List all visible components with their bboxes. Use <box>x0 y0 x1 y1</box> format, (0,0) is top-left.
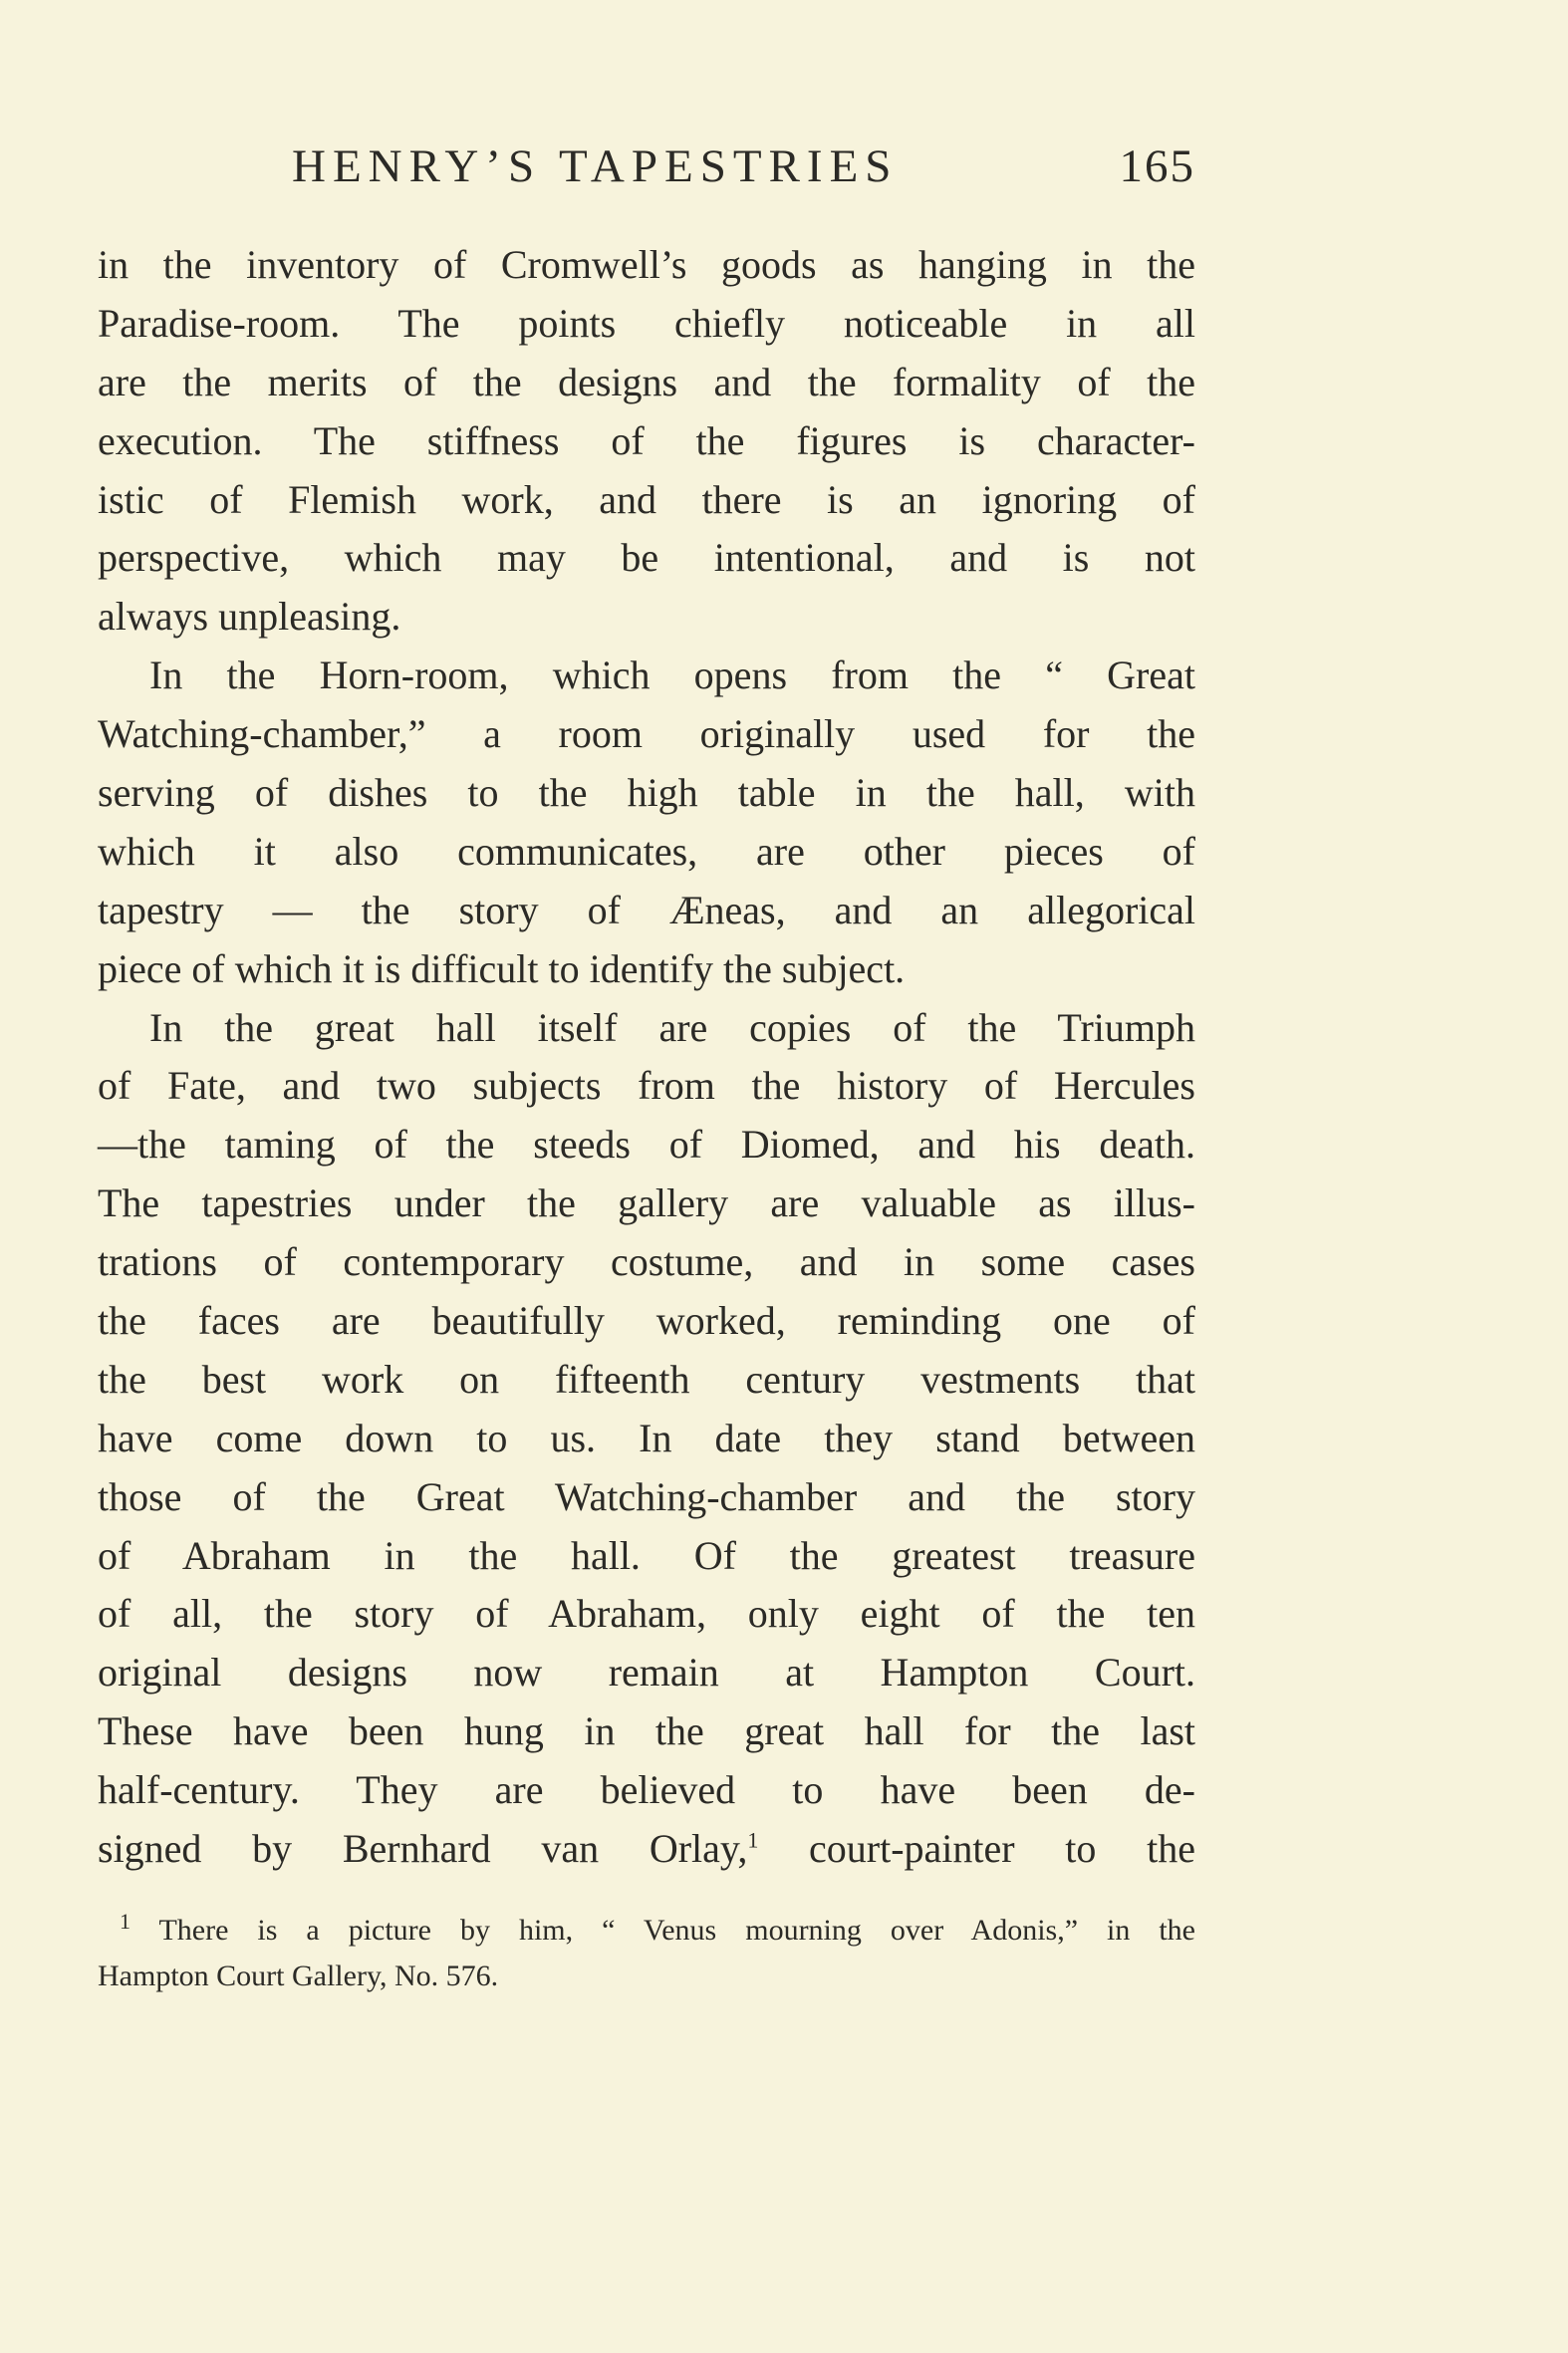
text-line: which it also communicates, are other pieces of <box>98 828 1195 874</box>
text-line: of all, the story of Abraham, only eight of the ten <box>98 1591 1195 1637</box>
text-segment: signed by Bernhard van Orlay, <box>98 1826 748 1872</box>
footnote-text: There is a picture by him, “ Venus mourning over Adonis,” in the <box>131 1914 1195 1947</box>
footnote-marker: 1 <box>120 1909 131 1934</box>
text-line: —the taming of the steeds of Diomed, and his death. <box>98 1122 1195 1168</box>
text-line: Watching-chamber,” a room originally used for the <box>98 711 1195 757</box>
text-line: are the merits of the designs and the formality of the <box>98 359 1195 404</box>
text-line: piece of which it is difficult to identify the subject. <box>98 945 906 991</box>
text-line: those of the Great Watching-chamber and the story <box>98 1473 1195 1519</box>
footnotes <box>98 1908 1195 1999</box>
text-line: the best work on fifteenth century vestments that <box>98 1356 1195 1402</box>
text-line: These have been hung in the great hall for the last <box>98 1708 1195 1754</box>
text-line: istic of Flemish work, and there is an ignoring of <box>98 476 1195 522</box>
text-segment: court-painter to the <box>758 1826 1195 1872</box>
text-line: of Fate, and two subjects from the history of Hercules <box>98 1063 1195 1109</box>
text-line: always unpleasing. <box>98 594 401 640</box>
text-line: Paradise-room. The points chiefly noticeable in all <box>98 300 1195 346</box>
text-line: serving of dishes to the high table in the hall, with <box>98 770 1195 816</box>
text-line: in the inventory of Cromwell’s goods as hanging in the <box>98 242 1195 287</box>
text-line: the faces are beautifully worked, reminding one of <box>98 1298 1195 1344</box>
footnote-line: Hampton Court Gallery, No. 576. <box>98 1960 499 1992</box>
text-line: trations of contemporary costume, and in some cases <box>98 1239 1195 1285</box>
footnote-reference: 1 <box>747 1827 759 1853</box>
body-text <box>98 236 1195 1879</box>
text-line: In the Horn-room, which opens from the “ Great <box>149 653 1195 698</box>
text-line: In the great hall itself are copies of the Triumph <box>149 1004 1195 1050</box>
text-line: original designs now remain at Hampton Court. <box>98 1650 1195 1696</box>
text-line: perspective, which may be intentional, and is not <box>98 535 1195 581</box>
text-line-with-footnote-ref <box>98 1820 1195 1879</box>
running-title: HENRY’S TAPESTRIES <box>292 140 899 192</box>
text-line: have come down to us. In date they stand between <box>98 1415 1195 1460</box>
text-line: execution. The stiffness of the figures is character- <box>98 417 1195 463</box>
text-line: The tapestries under the gallery are valuable as illus- <box>98 1180 1195 1226</box>
text-line: tapestry — the story of Æneas, and an allegorical <box>98 887 1195 932</box>
page-header <box>98 131 1195 201</box>
page-number: 165 <box>1119 140 1195 192</box>
text-line: half-century. They are believed to have been de- <box>98 1767 1195 1813</box>
text-line: of Abraham in the hall. Of the greatest treasure <box>98 1532 1195 1578</box>
footnote-line <box>98 1908 1195 1954</box>
